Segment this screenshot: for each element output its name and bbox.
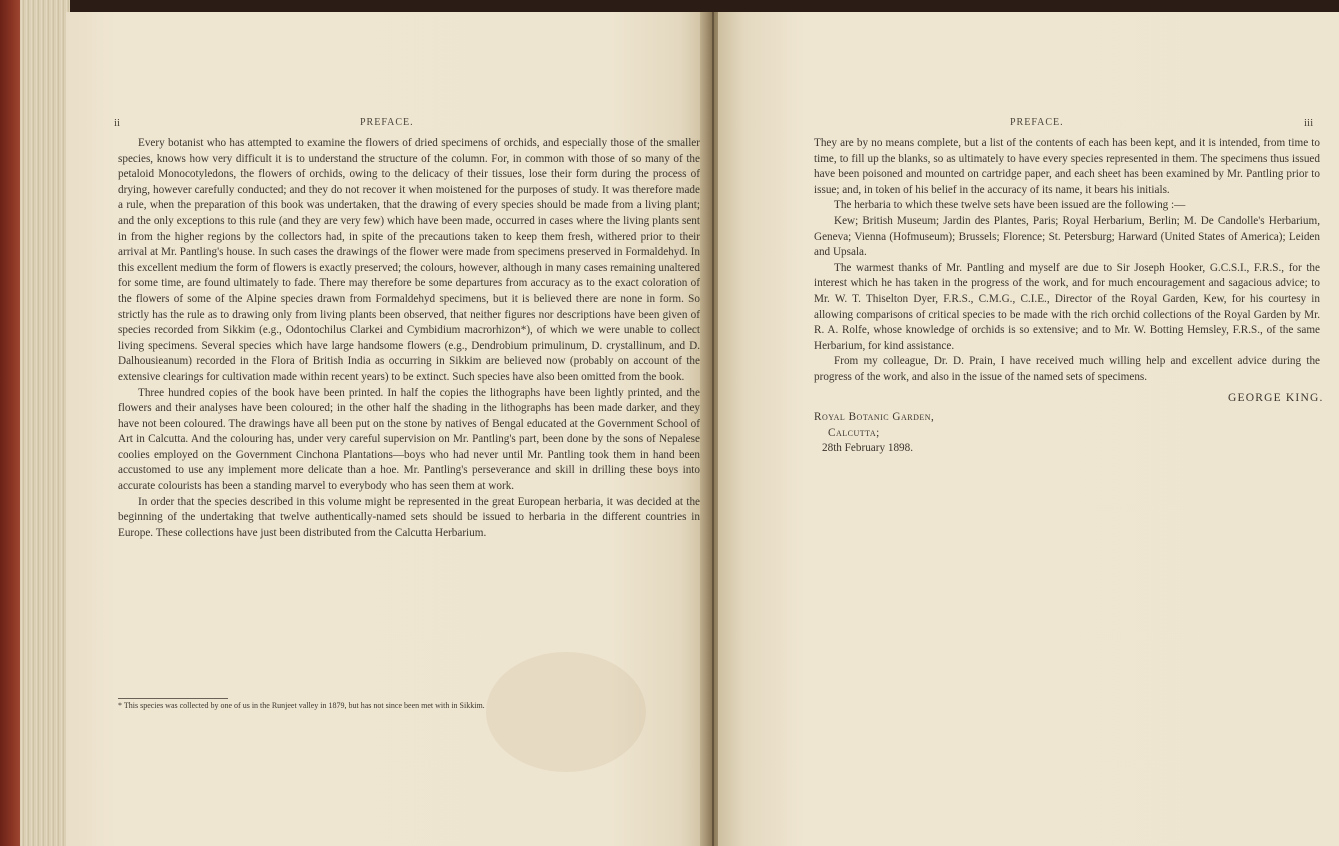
left-page-body	[118, 136, 700, 541]
right-page	[718, 12, 1339, 846]
footnote: * This species was collected by one of us in the Runjeet valley in 1879, but has not since been met with in Sikkim.	[118, 701, 485, 710]
address-line: Calcutta;	[828, 426, 880, 439]
paragraph: From my colleague, Dr. D. Prain, I have received much willing help and excellent advice during the progress of the work, and also in the issue of the named sets of specimens.	[814, 355, 1320, 383]
paragraph: The warmest thanks of Mr. Pantling and myself are due to Sir Joseph Hooker, G.C.S.I., F.R.S., for the interest which he has taken in the progress of the work, and for much encouragement and sagacious advice; to Mr. W. T. Thiselton Dyer, F.R.S., C.M.G., C.I.E., Director of the Royal Garden, Kew, for his courtesy in allowing comparisons of critical species to be made with the rich orchid collections of the Royal Garden by Mr. R. A. Rolfe, whose knowledge of orchids is so extensive; and to Mr. W. Botting Hemsley, F.R.S., of the same Herbarium, for kind assistance.	[814, 261, 1320, 352]
running-head-right: PREFACE.	[1010, 117, 1064, 128]
signature: GEORGE KING.	[1228, 392, 1324, 404]
page-number-left: ii	[114, 117, 121, 129]
footnote-rule	[118, 698, 228, 699]
paragraph: In order that the species described in this volume might be represented in the great European herbaria, it was decided at the beginning of the undertaking that twelve authentically-named sets should be issued to herbaria in the different countries in Europe. These collections have just been distributed from the Calcutta Herbarium.	[118, 495, 700, 539]
address-block	[814, 410, 934, 457]
page-edges	[20, 0, 70, 846]
paragraph: Every botanist who has attempted to examine the flowers of dried specimens of orchids, and especially those of the smaller species, knows how very difficult it is to understand the structure of the column. For, in common with those of so many of the petaloid Monocotyledons, the flowers of orchids, owing to the delicacy of their tissues, lose their form during the process of drying, however carefully conducted; and they do not recover it when moistened for the purposes of study. It was therefore made a rule, when the preparation of this book was undertaken, that the drawing of every species should be made from a living plant; and the only exceptions to this rule (and they are very few) which have been made, occurred in cases where the living plants sent in from the higher regions by the collectors had, in spite of the precautions taken to keep them fresh, withered prior to their arrival at Mr. Pantling's house. In such cases the drawings of the flower were made from specimens preserved in Formaldehyd. In this excellent medium the form of flowers is exactly preserved; the colours, however, although in many cases remaining unaltered for some time, are found ultimately to fade. There may therefore be some departures from accuracy as to the exact coloration of the flowers of some of the Alpine species drawn from Formaldehyd specimens, but it is believed there are none in form. So strictly has the rule as to drawing only from living plants been observed, that neither figures nor descriptions have been given of species recorded from Sikkim (e.g., Odontochilus Clarkei and Cymbidium macrorhizon*), of which we were unable to collect living specimens. Several species which have large handsome flowers (e.g., Dendrobium primulinum, D. crystallinum, and D. Dalhousieanum) recorded in the Flora of British India as occurring in Sikkim are believed now (probably on account of the extensive clearings for cultivation made within recent years) to be extinct. Such species have also been omitted from the book.	[118, 137, 700, 383]
page-number-right: iii	[1304, 117, 1314, 129]
right-page-body	[814, 136, 1320, 386]
paragraph: The herbaria to which these twelve sets have been issued are the following :—	[834, 199, 1186, 212]
paragraph: They are by no means complete, but a list of the contents of each has been kept, and it is intended, from time to time, to fill up the blanks, so as ultimately to have every species represented in them. The specimens thus issued have been poisoned and mounted on cartridge paper, and each sheet has been examined by Mr. Pantling prior to issue; and, in token of his belief in the accuracy of its name, it bears his initials.	[814, 137, 1320, 196]
paper-stain	[486, 652, 646, 772]
address-date: 28th February 1898.	[822, 442, 914, 455]
address-line: Royal Botanic Garden,	[814, 411, 935, 423]
paragraph: Kew; British Museum; Jardin des Plantes, Paris; Royal Herbarium, Berlin; M. De Candolle's Herbarium, Geneva; Vienna (Hofmuseum); Brussels; Florence; St. Petersburg; Harward (United States of America); Leiden and Upsala.	[814, 214, 1320, 259]
running-head-left: PREFACE.	[360, 117, 414, 128]
left-page	[66, 12, 706, 846]
paragraph: Three hundred copies of the book have been printed. In half the copies the lithographs have been lightly printed, and the flowers and their analyses have been coloured; in the other half the shading in the lithographs has been made darker, and they have not been coloured. The drawings have all been put on the stone by natives of Bengal educated at the Government School of Art in Calcutta. And the colouring has, under very careful supervision on Mr. Pantling's part, been done by the sons of Nepalese coolies employed on the Government Cinchona Plantations—boys who had never until Mr. Pantling took them in hand been accustomed to use any implement more delicate than a hoe. Mr. Pantling's perseverance and skill in drilling these boys into accurate colourists has been a standing marvel to everybody who has seen them at work.	[118, 386, 700, 493]
